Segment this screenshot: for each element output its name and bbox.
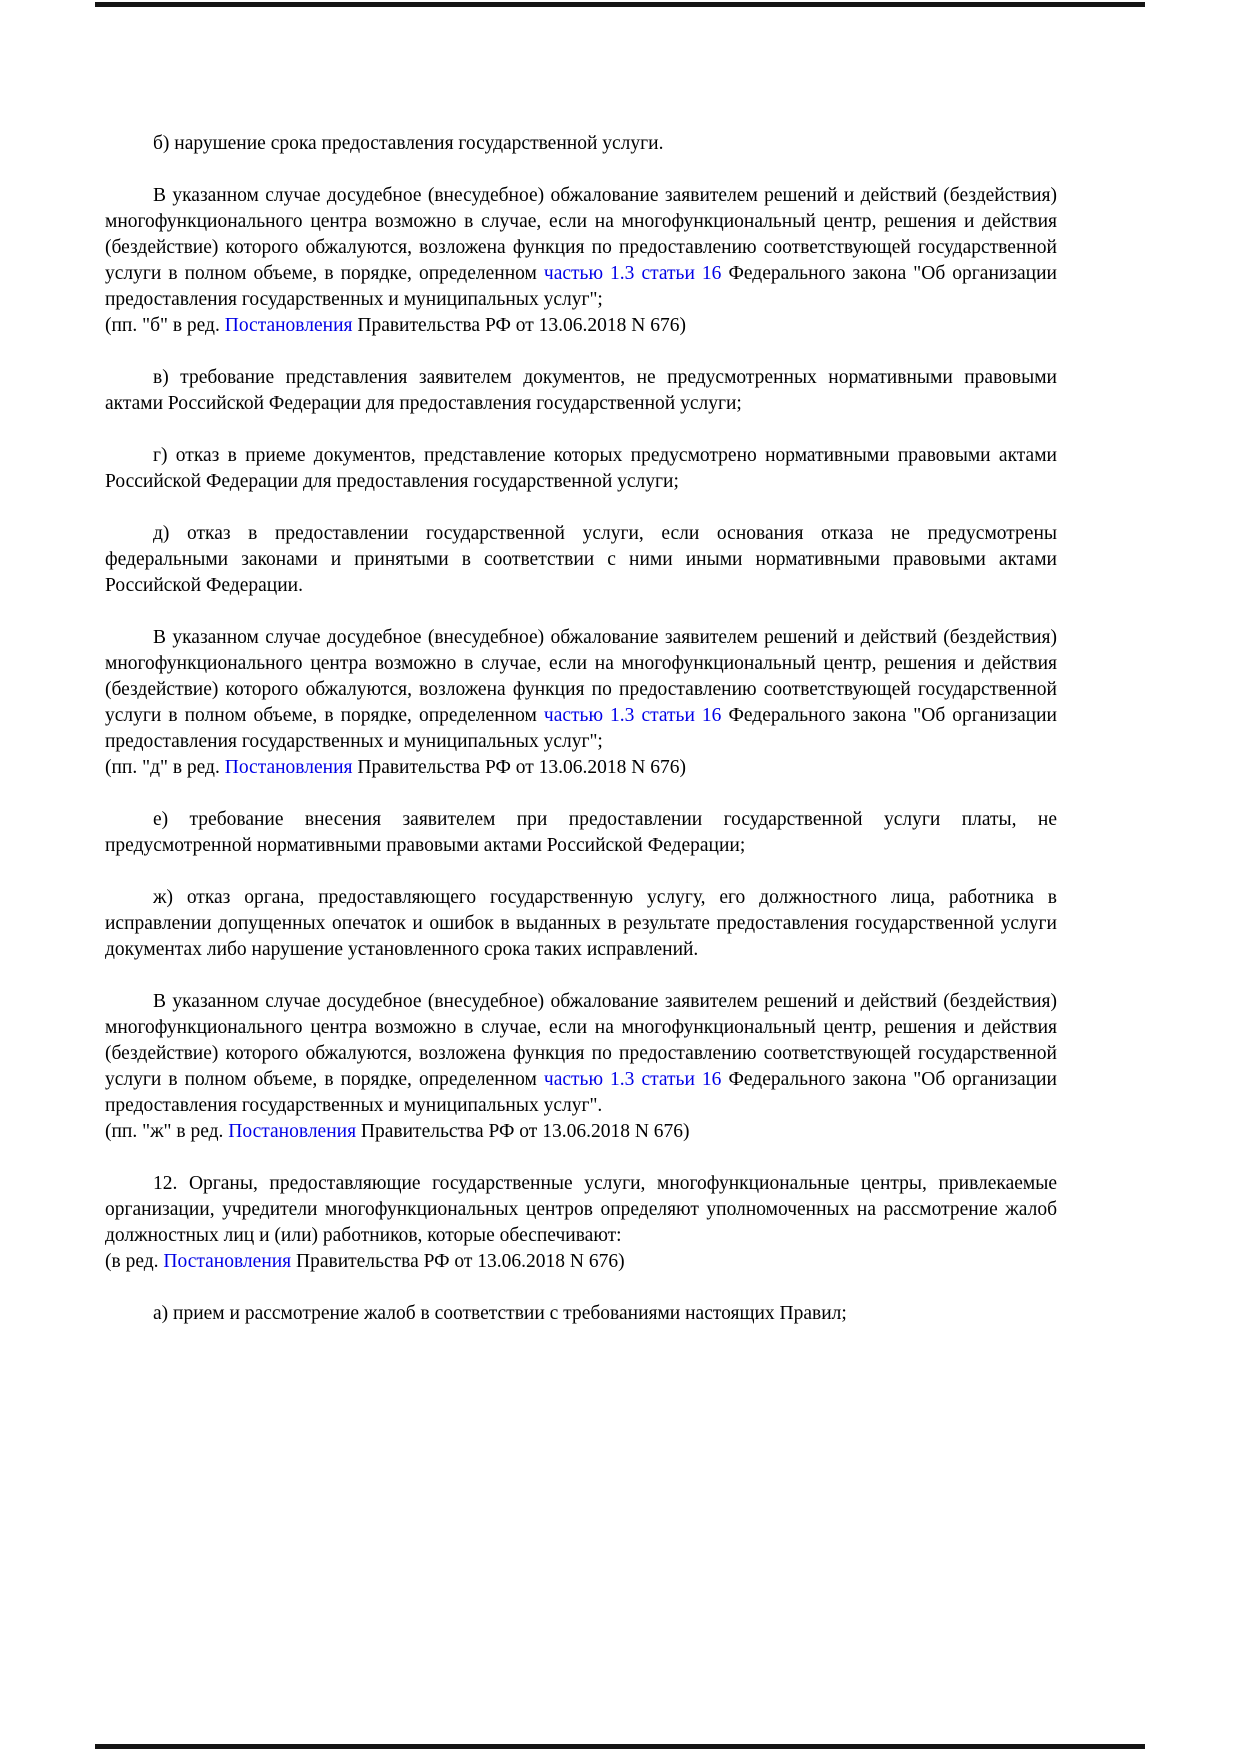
text-run: Федерального закона "Об организации предоставления государственных и муниципальных услуг"; bbox=[105, 705, 1057, 752]
bottom-double-rule bbox=[95, 1744, 1145, 1749]
text-run: г) отказ в приеме документов, представление которых предусмотрено нормативными правовыми актами Российской Федерации для предоставления государственной услуги; bbox=[105, 445, 1057, 492]
text-run: Федерального закона "Об организации предоставления государственных и муниципальных услуг"; bbox=[105, 263, 1057, 310]
item-12 bbox=[105, 1171, 1057, 1249]
text-run: 12. Органы, предоставляющие государственные услуги, многофункциональные центры, привлекаемые организации, учредители многофункциональных центров определяют уполномоченных на рассмотрение жалоб должностных лиц и (или) работников, которые обеспечивают: bbox=[105, 1173, 1057, 1246]
text-run: Правительства РФ от 13.06.2018 N 676) bbox=[356, 1121, 690, 1142]
item-e bbox=[105, 807, 1057, 859]
item-12a bbox=[105, 1301, 1057, 1327]
text-run: В указанном случае досудебное (внесудебное) обжалование заявителем решений и действий (бездействия) многофункционального центра возможно в случае, если на многофункциональный центр, решения и действия (бездействие) которого обжалуются, возложена функция по предоставлению соответствующей государственной услуги в полном объеме, в порядке, определенном bbox=[105, 627, 1057, 726]
top-double-rule bbox=[95, 2, 1145, 7]
doc-link[interactable]: Постановления bbox=[224, 757, 353, 778]
doc-link[interactable]: Постановления bbox=[163, 1251, 292, 1272]
text-run: Федерального закона "Об организации предоставления государственных и муниципальных услуг". bbox=[105, 1069, 1057, 1116]
item-b bbox=[105, 131, 1057, 157]
item-d bbox=[105, 521, 1057, 599]
edit-note-zh bbox=[105, 1119, 1057, 1145]
document-body bbox=[105, 131, 1057, 1327]
text-run: е) требование внесения заявителем при предоставлении государственной услуги платы, не предусмотренной нормативными правовыми актами Российской Федерации; bbox=[105, 809, 1057, 856]
text-run: В указанном случае досудебное (внесудебное) обжалование заявителем решений и действий (бездействия) многофункционального центра возможно в случае, если на многофункциональный центр, решения и действия (бездействие) которого обжалуются, возложена функция по предоставлению соответствующей государственной услуги в полном объеме, в порядке, определенном bbox=[105, 991, 1057, 1090]
edit-note-b bbox=[105, 313, 1057, 339]
text-run: (пп. "б" в ред. bbox=[105, 315, 225, 336]
doc-link[interactable]: Постановления bbox=[228, 1121, 357, 1142]
text-run: (в ред. bbox=[105, 1251, 164, 1272]
edit-note-d bbox=[105, 755, 1057, 781]
paragraph-appeal-zh bbox=[105, 989, 1057, 1119]
text-run: а) прием и рассмотрение жалоб в соответствии с требованиями настоящих Правил; bbox=[153, 1303, 847, 1324]
item-v bbox=[105, 365, 1057, 417]
doc-link[interactable]: Постановления bbox=[224, 315, 353, 336]
text-run: ж) отказ органа, предоставляющего государственную услугу, его должностного лица, работника в исправлении допущенных опечаток и ошибок в выданных в результате предоставления государственной услуги документах либо нарушение установленного срока таких исправлений. bbox=[105, 887, 1057, 960]
edit-note-12 bbox=[105, 1249, 1057, 1275]
paragraph-appeal-b bbox=[105, 183, 1057, 313]
text-run: Правительства РФ от 13.06.2018 N 676) bbox=[352, 315, 686, 336]
text-run: в) требование представления заявителем документов, не предусмотренных нормативными правовыми актами Российской Федерации для предоставления государственной услуги; bbox=[105, 367, 1057, 414]
paragraph-appeal-d bbox=[105, 625, 1057, 755]
text-run: (пп. "ж" в ред. bbox=[105, 1121, 229, 1142]
doc-link[interactable]: частью 1.3 статьи 16 bbox=[543, 705, 722, 726]
text-run: Правительства РФ от 13.06.2018 N 676) bbox=[291, 1251, 625, 1272]
item-g bbox=[105, 443, 1057, 495]
text-run: В указанном случае досудебное (внесудебное) обжалование заявителем решений и действий (бездействия) многофункционального центра возможно в случае, если на многофункциональный центр, решения и действия (бездействие) которого обжалуются, возложена функция по предоставлению соответствующей государственной услуги в полном объеме, в порядке, определенном bbox=[105, 185, 1057, 284]
item-zh bbox=[105, 885, 1057, 963]
text-run: б) нарушение срока предоставления государственной услуги. bbox=[153, 133, 664, 154]
doc-link[interactable]: частью 1.3 статьи 16 bbox=[543, 263, 722, 284]
doc-link[interactable]: частью 1.3 статьи 16 bbox=[543, 1069, 722, 1090]
text-run: Правительства РФ от 13.06.2018 N 676) bbox=[352, 757, 686, 778]
text-run: (пп. "д" в ред. bbox=[105, 757, 225, 778]
text-run: д) отказ в предоставлении государственной услуги, если основания отказа не предусмотрены федеральными законами и принятыми в соответствии с ними иными нормативными правовыми актами Российской Федерации. bbox=[105, 523, 1057, 596]
